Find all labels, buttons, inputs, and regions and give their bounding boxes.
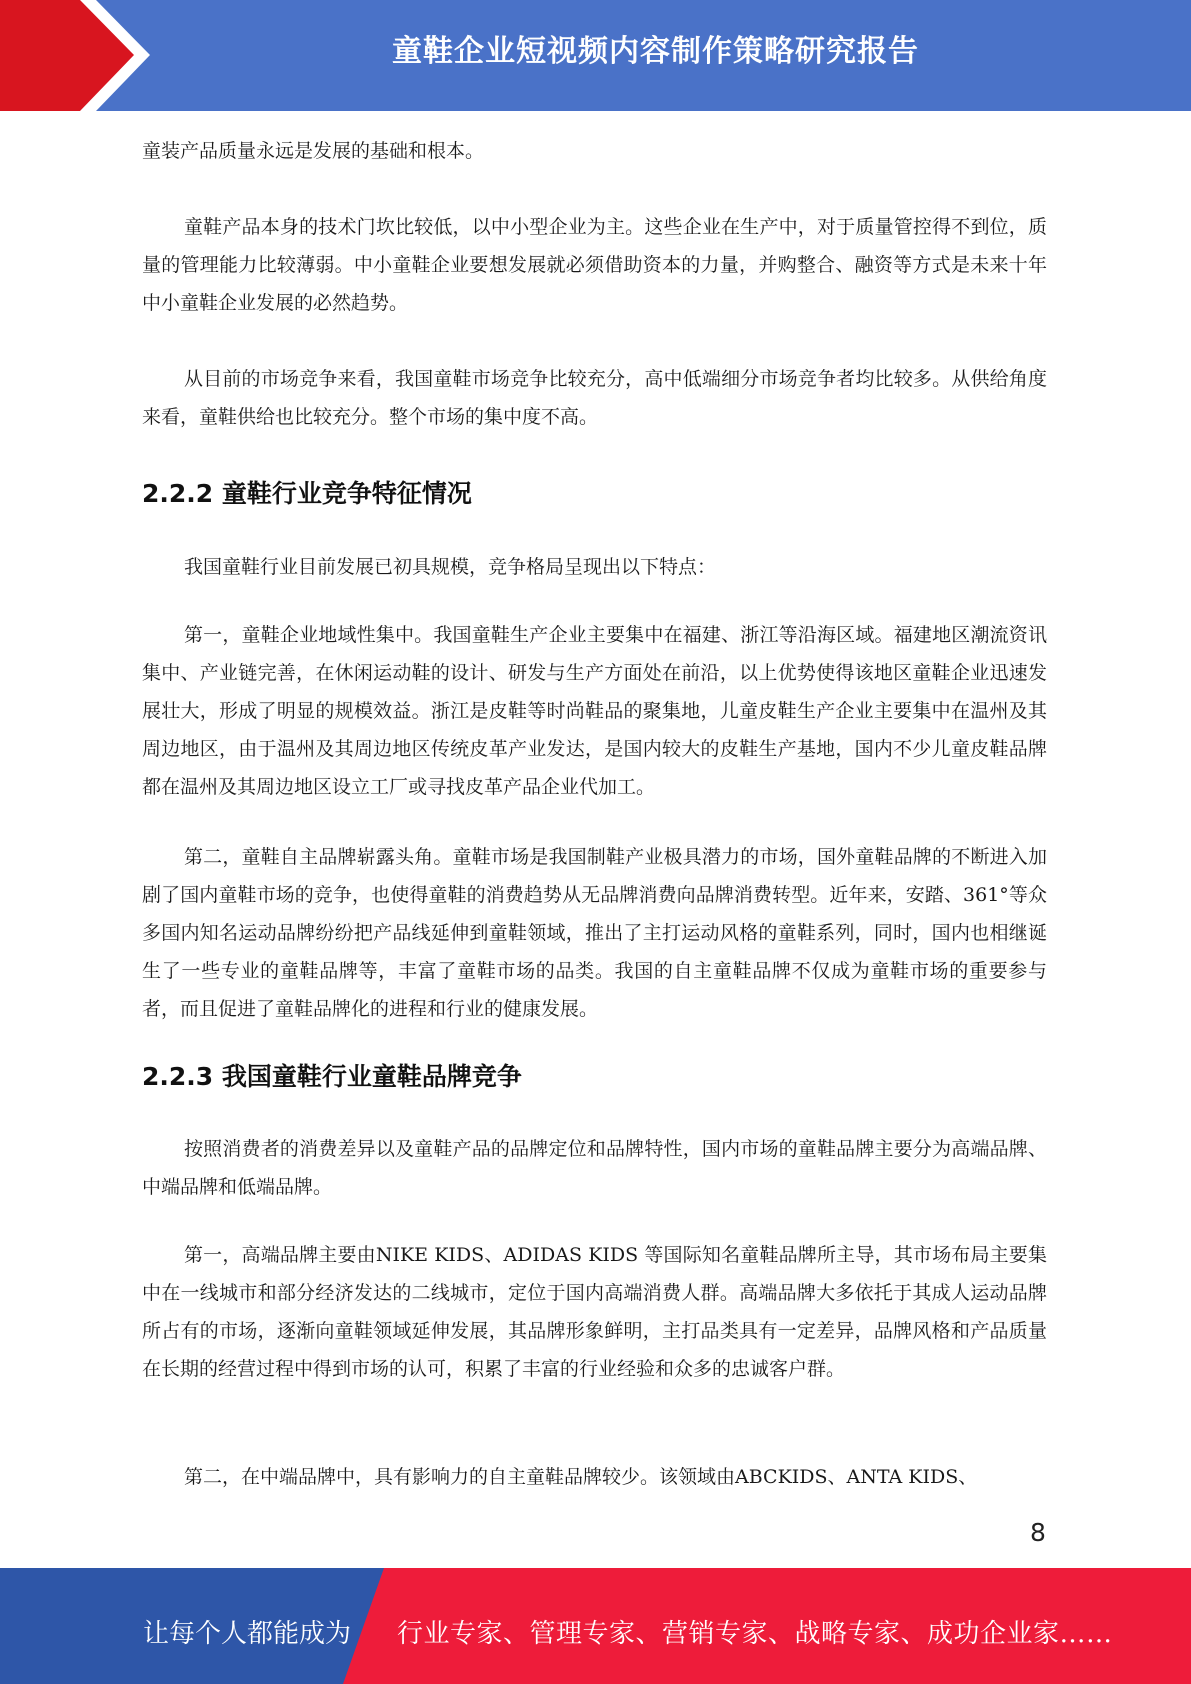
page-number: 8 bbox=[1030, 1518, 1046, 1547]
paragraph: 童鞋产品本身的技术门坎比较低，以中小型企业为主。这些企业在生产中，对于质量管控得不到位，质量的管理能力比较薄弱。中小童鞋企业要想发展就必须借助资本的力量，并购整合、融资等方式是未来十年中小童鞋企业发展的必然趋势。 bbox=[142, 216, 1047, 314]
paragraph: 按照消费者的消费差异以及童鞋产品的品牌定位和品牌特性，国内市场的童鞋品牌主要分为高端品牌、中端品牌和低端品牌。 bbox=[142, 1138, 1047, 1198]
paragraph: 第二，在中端品牌中，具有影响力的自主童鞋品牌较少。该领域由ABCKIDS、ANTA KIDS、 bbox=[184, 1466, 978, 1488]
paragraph: 第二，童鞋自主品牌崭露头角。童鞋市场是我国制鞋产业极具潜力的市场，国外童鞋品牌的不断进入加剧了国内童鞋市场的竞争，也使得童鞋的消费趋势从无品牌消费向品牌消费转型。近年来，安踏、361°等众多国内知名运动品牌纷纷把产品线延伸到童鞋领域，推出了主打运动风格的童鞋系列，同时，国内也相继诞生了一些专业的童鞋品牌等，丰富了童鞋市场的品类。我国的自主童鞋品牌不仅成为童鞋市场的重要参与者，而且促进了童鞋品牌化的进程和行业的健康发展。 bbox=[142, 846, 1047, 1020]
paragraph: 从目前的市场竞争来看，我国童鞋市场竞争比较充分，高中低端细分市场竞争者均比较多。从供给角度来看，童鞋供给也比较充分。整个市场的集中度不高。 bbox=[142, 368, 1047, 428]
paragraph: 童装产品质量永远是发展的基础和根本。 bbox=[142, 140, 485, 162]
paragraph: 第一，高端品牌主要由NIKE KIDS、ADIDAS KIDS 等国际知名童鞋品牌所主导，其市场布局主要集中在一线城市和部分经济发达的二线城市，定位于国内高端消费人群。高端品牌大多依托于其成人运动品牌所占有的市场，逐渐向童鞋领域延伸发展，其品牌形象鲜明，主打品类具有一定差异，品牌风格和产品质量在长期的经营过程中得到市场的认可，积累了丰富的行业经验和众多的忠诚客户群。 bbox=[142, 1244, 1047, 1380]
paragraph: 第一，童鞋企业地域性集中。我国童鞋生产企业主要集中在福建、浙江等沿海区域。福建地区潮流资讯集中、产业链完善，在休闲运动鞋的设计、研发与生产方面处在前沿，以上优势使得该地区童鞋企业迅速发展壮大，形成了明显的规模效益。浙江是皮鞋等时尚鞋品的聚集地，儿童皮鞋生产企业主要集中在温州及其周边地区，由于温州及其周边地区传统皮革产业发达，是国内较大的皮鞋生产基地，国内不少儿童皮鞋品牌都在温州及其周边地区设立工厂或寻找皮革产品企业代加工。 bbox=[142, 624, 1047, 798]
section-heading: 2.2.3 我国童鞋行业童鞋品牌竞争 bbox=[142, 1062, 522, 1091]
page-header bbox=[0, 0, 1191, 111]
footer-slogan-right: 行业专家、管理专家、营销专家、战略专家、成功企业家…… bbox=[397, 1619, 1113, 1649]
paragraph: 我国童鞋行业目前发展已初具规模，竞争格局呈现出以下特点： bbox=[184, 556, 717, 578]
document-title: 童鞋企业短视频内容制作策略研究报告 bbox=[392, 34, 919, 69]
page-footer bbox=[0, 1568, 1191, 1684]
section-heading: 2.2.2 童鞋行业竞争特征情况 bbox=[142, 479, 472, 508]
footer-slogan-left: 让每个人都能成为 bbox=[143, 1619, 352, 1649]
